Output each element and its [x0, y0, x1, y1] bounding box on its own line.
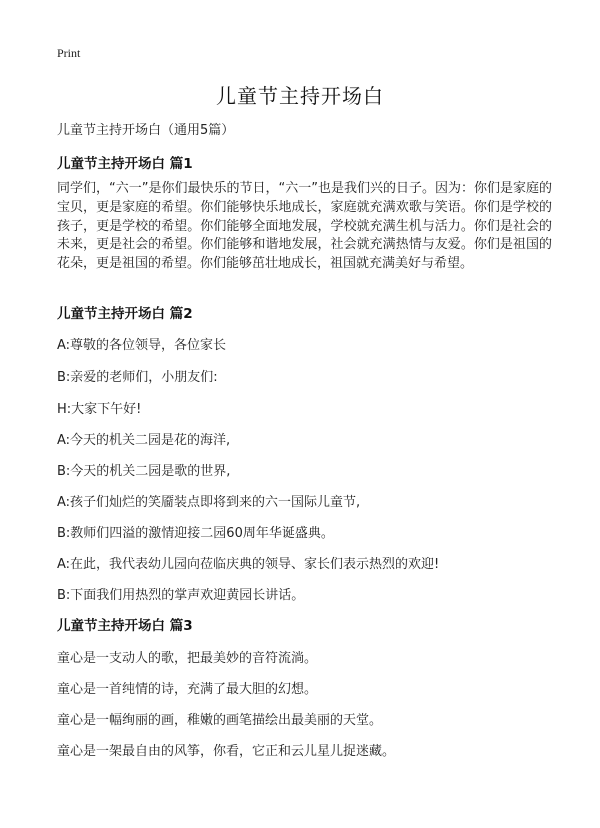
dialogue-line: B:教师们四溢的激情迎接二园60周年华诞盛典。	[57, 526, 334, 541]
dialogue-line: A:在此，我代表幼儿园向莅临庆典的领导、家长们表示热烈的欢迎!	[57, 557, 440, 572]
dialogue-line: B:亲爱的老师们，小朋友们:	[57, 370, 218, 385]
dialogue-line: B:今天的机关二园是歌的世界,	[57, 464, 231, 479]
poem-line: 童心是一首纯情的诗，充满了最大胆的幻想。	[57, 682, 318, 697]
dialogue-line: H:大家下午好!	[57, 402, 142, 417]
poem-line: 童心是一幅绚丽的画，稚嫩的画笔描绘出最美丽的天堂。	[57, 713, 383, 728]
section-1-paragraph: 同学们，“六一”是你们最快乐的节日，“六一”也是我们兴的日子。因为：你们是家庭的宝贝，更是家庭的希望。你们能够快乐地成长，家庭就充满欢歌与笑语。你们是学校的孩子，更是学校的希望。你们能够全面地发展，学校就充满生机与活力。你们是社会的未来，更是社会的希望。你们能够和谐地发展，社会就充满热情与友爱。你们是祖国的花朵，更是祖国的希望。你们能够茁壮地成长，祖国就充满美好与希望。	[57, 181, 552, 272]
section-heading-2: 儿童节主持开场白 篇2	[57, 306, 193, 322]
dialogue-line: A:孩子们灿烂的笑靥装点即将到来的六一国际儿童节,	[57, 495, 361, 510]
page-title: 儿童节主持开场白	[216, 84, 384, 108]
dialogue-line: A:今天的机关二园是花的海洋,	[57, 433, 231, 448]
poem-line: 童心是一支动人的歌，把最美妙的音符流淌。	[57, 651, 318, 666]
dialogue-line: A:尊敬的各位领导，各位家长	[57, 338, 227, 353]
section-heading-1: 儿童节主持开场白 篇1	[57, 156, 193, 172]
poem-line: 童心是一架最自由的风筝，你看，它正和云儿星儿捉迷藏。	[57, 744, 396, 759]
document-subtitle: 儿童节主持开场白（通用5篇）	[57, 123, 235, 138]
dialogue-line: B:下面我们用热烈的掌声欢迎黄园长讲话。	[57, 588, 305, 603]
print-link[interactable]: Print	[57, 46, 81, 60]
section-heading-3: 儿童节主持开场白 篇3	[57, 618, 193, 634]
